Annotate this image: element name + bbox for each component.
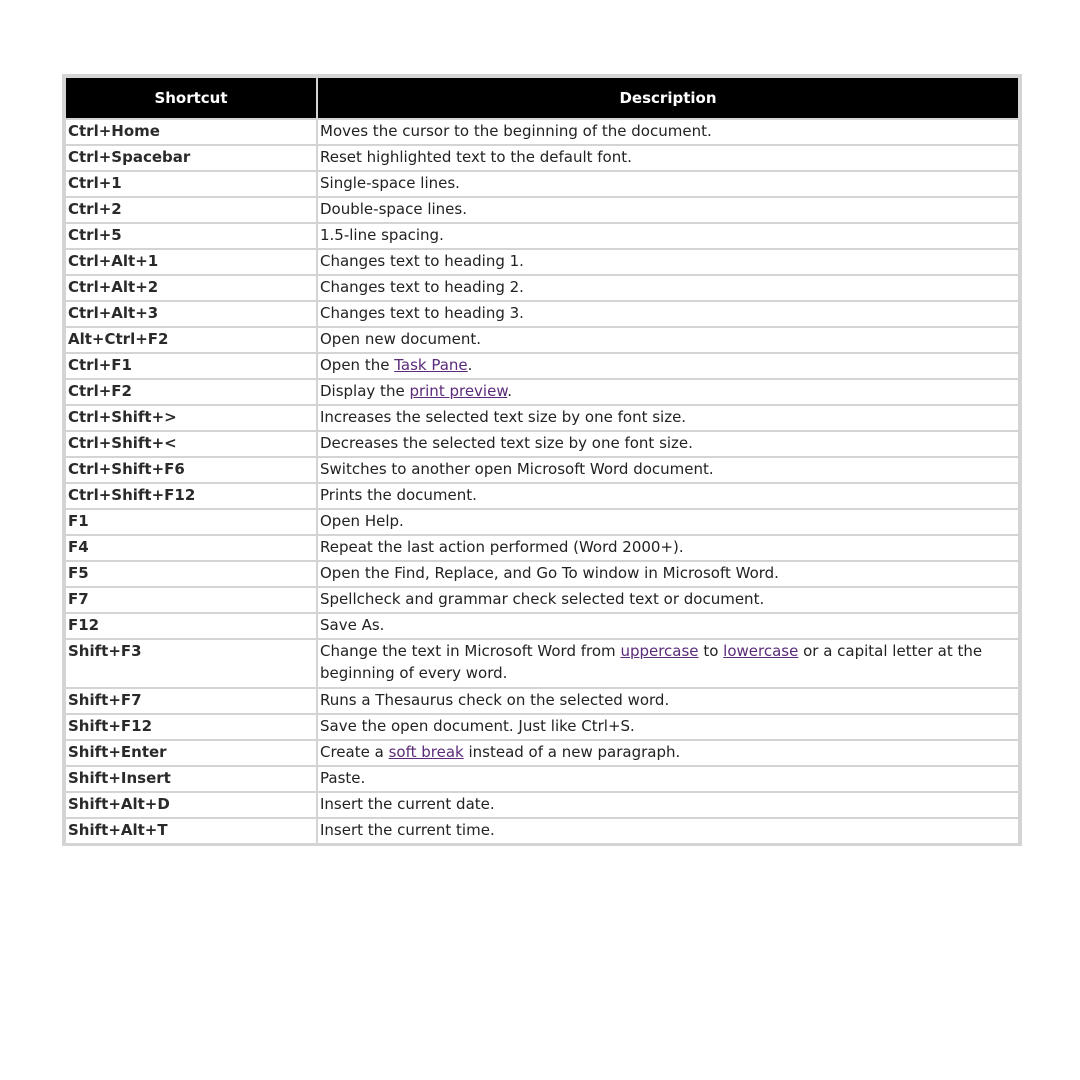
shortcut-key: F1	[66, 510, 316, 534]
table-row	[66, 741, 1018, 765]
table-row	[66, 562, 1018, 586]
soft-break-link[interactable]: soft break	[388, 743, 464, 761]
shortcut-description: Moves the cursor to the beginning of the document.	[318, 120, 1018, 144]
description-text: Display the	[320, 382, 410, 400]
shortcut-key: Alt+Ctrl+F2	[66, 328, 316, 352]
shortcut-description: 1.5-line spacing.	[318, 224, 1018, 248]
table-header-row	[66, 78, 1018, 118]
table-row	[66, 302, 1018, 326]
shortcut-key: Ctrl+Spacebar	[66, 146, 316, 170]
shortcut-description: Changes text to heading 3.	[318, 302, 1018, 326]
description-text: Create a	[320, 743, 389, 761]
shortcut-key: Ctrl+F1	[66, 354, 316, 378]
shortcut-key: Shift+F3	[66, 640, 316, 687]
description-text: .	[507, 382, 512, 400]
table-row	[66, 432, 1018, 456]
shortcut-description: Switches to another open Microsoft Word document.	[318, 458, 1018, 482]
shortcut-key: Ctrl+2	[66, 198, 316, 222]
shortcut-description: Reset highlighted text to the default font.	[318, 146, 1018, 170]
uppercase-link[interactable]: uppercase	[620, 642, 699, 660]
table-row	[66, 458, 1018, 482]
shortcut-key: Ctrl+Alt+1	[66, 250, 316, 274]
description-text: or a capital letter at the beginning of every word.	[320, 642, 983, 682]
table-row	[66, 767, 1018, 791]
shortcut-key: Shift+F7	[66, 689, 316, 713]
header-shortcut: Shortcut	[66, 78, 316, 118]
shortcut-table-container	[62, 74, 1022, 846]
table-row	[66, 276, 1018, 300]
shortcut-key: F12	[66, 614, 316, 638]
table-row	[66, 510, 1018, 534]
table-row	[66, 793, 1018, 817]
table-row	[66, 380, 1018, 404]
shortcut-description: Save As.	[318, 614, 1018, 638]
shortcut-key: F4	[66, 536, 316, 560]
table-row	[66, 715, 1018, 739]
shortcut-description	[318, 380, 1018, 404]
shortcut-description: Spellcheck and grammar check selected text or document.	[318, 588, 1018, 612]
shortcut-description: Double-space lines.	[318, 198, 1018, 222]
shortcut-description: Repeat the last action performed (Word 2000+).	[318, 536, 1018, 560]
table-row	[66, 146, 1018, 170]
shortcut-description: Open new document.	[318, 328, 1018, 352]
table-row	[66, 198, 1018, 222]
shortcut-description	[318, 741, 1018, 765]
shortcut-table	[64, 76, 1020, 845]
description-text: to	[698, 642, 724, 660]
shortcut-key: Ctrl+Shift+<	[66, 432, 316, 456]
table-row	[66, 120, 1018, 144]
table-row	[66, 819, 1018, 843]
shortcut-description: Open the Find, Replace, and Go To window in Microsoft Word.	[318, 562, 1018, 586]
shortcut-key: Ctrl+Shift+F12	[66, 484, 316, 508]
shortcut-key: Shift+Insert	[66, 767, 316, 791]
table-row	[66, 614, 1018, 638]
table-row	[66, 536, 1018, 560]
shortcut-key: Shift+Alt+D	[66, 793, 316, 817]
table-row	[66, 172, 1018, 196]
shortcut-description: Insert the current time.	[318, 819, 1018, 843]
shortcut-description	[318, 640, 1018, 687]
table-row	[66, 406, 1018, 430]
task-pane-link[interactable]: Task Pane	[394, 356, 468, 374]
shortcut-description: Prints the document.	[318, 484, 1018, 508]
table-row	[66, 484, 1018, 508]
shortcut-description: Changes text to heading 1.	[318, 250, 1018, 274]
description-text: .	[467, 356, 473, 374]
shortcut-description: Paste.	[318, 767, 1018, 791]
shortcut-description: Single-space lines.	[318, 172, 1018, 196]
shortcut-key: Ctrl+5	[66, 224, 316, 248]
description-text: Open the	[320, 356, 395, 374]
shortcut-key: Shift+F12	[66, 715, 316, 739]
shortcut-key: Ctrl+Alt+2	[66, 276, 316, 300]
table-row	[66, 588, 1018, 612]
shortcut-key: Ctrl+Home	[66, 120, 316, 144]
table-row	[66, 689, 1018, 713]
shortcut-description: Save the open document. Just like Ctrl+S.	[318, 715, 1018, 739]
table-row	[66, 328, 1018, 352]
table-row	[66, 224, 1018, 248]
shortcut-key: F5	[66, 562, 316, 586]
shortcut-key: Ctrl+Shift+>	[66, 406, 316, 430]
table-row	[66, 354, 1018, 378]
table-row	[66, 250, 1018, 274]
description-text: Change the text in Microsoft Word from	[320, 642, 621, 660]
shortcut-description: Increases the selected text size by one font size.	[318, 406, 1018, 430]
shortcut-description: Decreases the selected text size by one font size.	[318, 432, 1018, 456]
description-text: instead of a new paragraph.	[463, 743, 681, 761]
shortcut-key: Ctrl+F2	[66, 380, 316, 404]
shortcut-key: Ctrl+Shift+F6	[66, 458, 316, 482]
shortcut-description: Insert the current date.	[318, 793, 1018, 817]
shortcut-description: Runs a Thesaurus check on the selected word.	[318, 689, 1018, 713]
shortcut-description: Open Help.	[318, 510, 1018, 534]
shortcut-key: Shift+Enter	[66, 741, 316, 765]
header-description: Description	[318, 78, 1018, 118]
shortcut-description: Changes text to heading 2.	[318, 276, 1018, 300]
table-row	[66, 640, 1018, 687]
shortcut-key: Ctrl+1	[66, 172, 316, 196]
shortcut-key: Ctrl+Alt+3	[66, 302, 316, 326]
shortcut-key: Shift+Alt+T	[66, 819, 316, 843]
shortcut-description	[318, 354, 1018, 378]
lowercase-link[interactable]: lowercase	[723, 642, 799, 660]
print-preview-link[interactable]: print preview	[409, 382, 508, 400]
shortcut-key: F7	[66, 588, 316, 612]
